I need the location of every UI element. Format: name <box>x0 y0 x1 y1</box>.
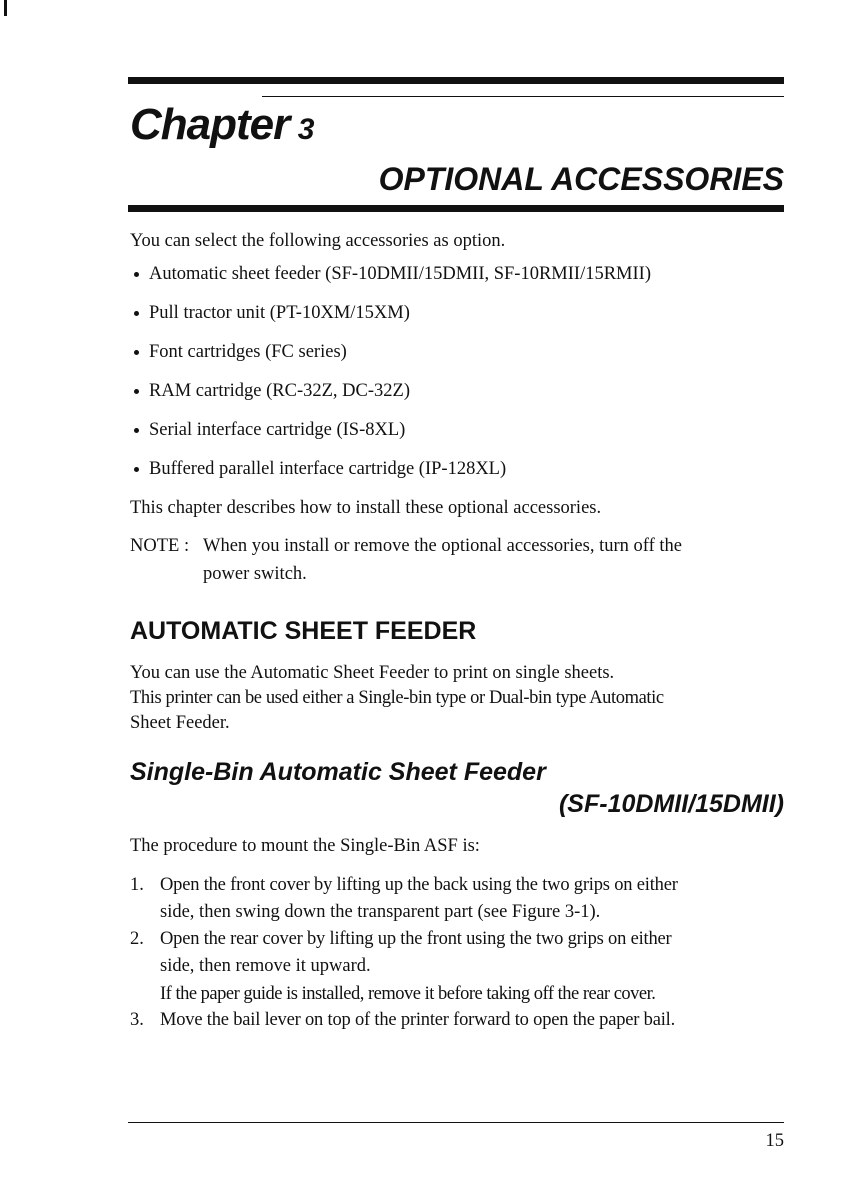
note-label: NOTE : <box>130 536 190 556</box>
chapter-heading <box>130 100 314 150</box>
step-line: side, then remove it upward. <box>160 956 371 976</box>
chapter-number: 3 <box>297 113 315 146</box>
subsection-intro: The procedure to mount the Single-Bin ASF is: <box>130 836 480 856</box>
list-item: Pull tractor unit (PT-10XM/15XM) <box>149 303 410 323</box>
note-line-1: When you install or remove the optional accessories, turn off the <box>203 536 682 556</box>
margin-mark <box>4 0 7 16</box>
bullet-icon <box>134 389 139 394</box>
chapter-bottom-rule <box>128 205 784 212</box>
list-item: Buffered parallel interface cartridge (IP-128XL) <box>149 459 507 479</box>
step-line: Open the rear cover by lifting up the front using the two grips on either <box>160 929 672 949</box>
step-line: If the paper guide is installed, remove it before taking off the rear cover. <box>160 984 656 1004</box>
bullet-icon <box>134 311 139 316</box>
list-item: Serial interface cartridge (IS-8XL) <box>149 420 406 440</box>
chapter-title: OPTIONAL ACCESSORIES <box>378 161 784 197</box>
list-item: Font cartridges (FC series) <box>149 342 347 362</box>
subsection-title-line-1: Single-Bin Automatic Sheet Feeder <box>130 758 546 786</box>
chapter-label: Chapter <box>130 100 290 149</box>
section-para-1: You can use the Automatic Sheet Feeder to print on single sheets. <box>130 663 615 683</box>
chapter-top-rule <box>128 77 784 84</box>
list-item: RAM cartridge (RC-32Z, DC-32Z) <box>149 381 411 401</box>
section-title: AUTOMATIC SHEET FEEDER <box>130 617 477 645</box>
step-line: side, then swing down the transparent part (see Figure 3-1). <box>160 902 601 922</box>
chapter-thin-rule <box>262 96 784 97</box>
step-number: 3. <box>130 1010 144 1030</box>
subsection-title-line-2: (SF-10DMII/15DMII) <box>558 790 784 818</box>
bullet-icon <box>134 350 139 355</box>
note-line-2: power switch. <box>203 564 307 584</box>
intro-text: You can select the following accessories as option. <box>130 231 506 251</box>
step-number: 2. <box>130 929 144 949</box>
bullet-icon <box>134 272 139 277</box>
step-line: Move the bail lever on top of the printer forward to open the paper bail. <box>160 1010 676 1030</box>
section-para-2-line-1: This printer can be used either a Single-bin type or Dual-bin type Automatic <box>130 688 664 708</box>
bullet-icon <box>134 428 139 433</box>
chapter-description: This chapter describes how to install these optional accessories. <box>130 498 602 518</box>
list-item: Automatic sheet feeder (SF-10DMII/15DMII, SF-10RMII/15RMII) <box>149 264 651 284</box>
footer-rule <box>128 1122 784 1123</box>
section-para-2-line-2: Sheet Feeder. <box>130 713 230 733</box>
step-number: 1. <box>130 875 144 895</box>
step-line: Open the front cover by lifting up the back using the two grips on either <box>160 875 678 895</box>
page-number: 15 <box>765 1131 784 1151</box>
bullet-icon <box>134 467 139 472</box>
